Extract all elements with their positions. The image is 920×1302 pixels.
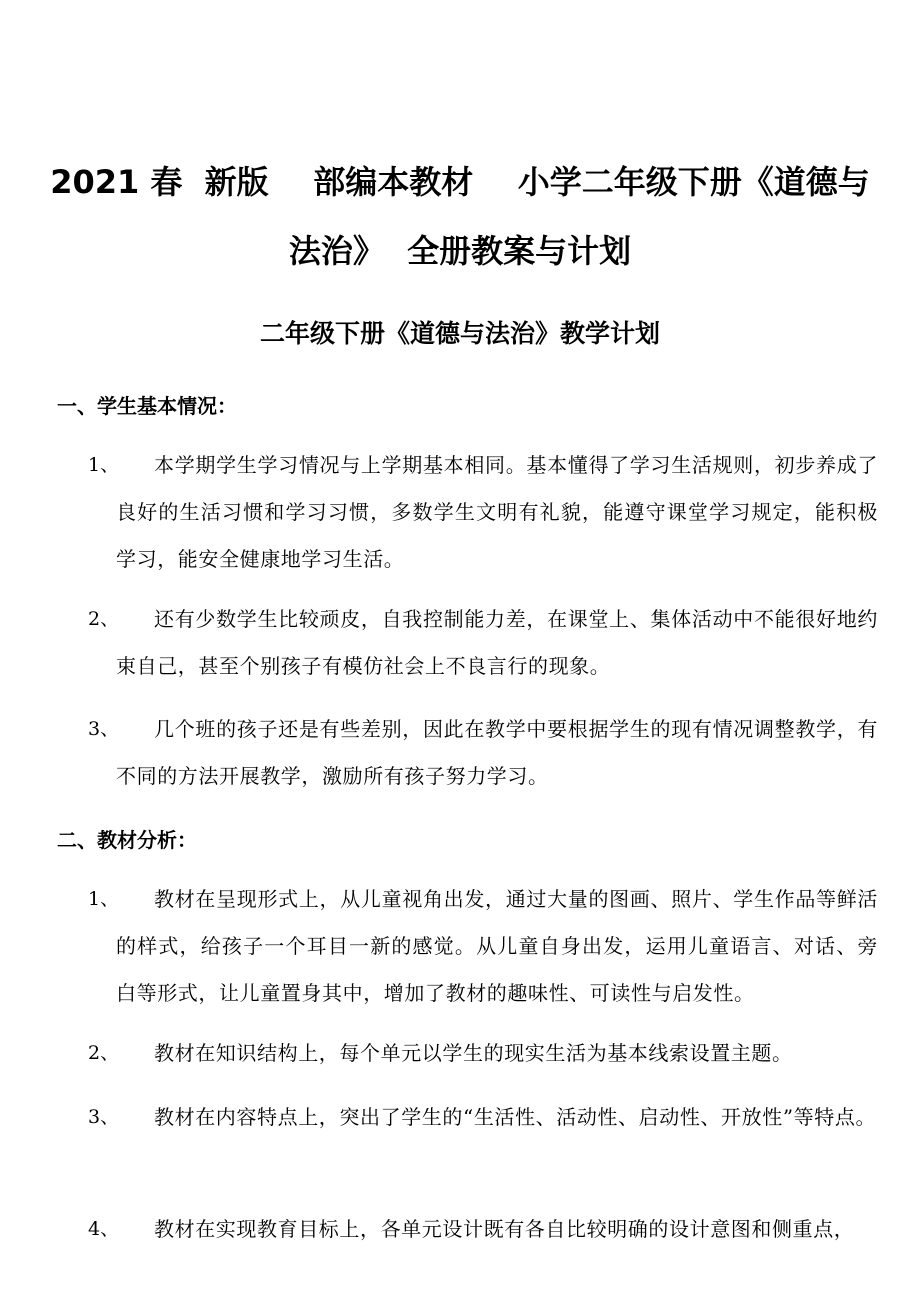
list-item — [88, 596, 878, 690]
list-item-text: 教材在呈现形式上，从儿童视角出发，通过大量的图画、照片、学生作品等鲜活的样式，给孩子一个耳目一新的感觉。从儿童自身出发，运用儿童语言、对话、旁白等形式，让儿童置身其中，增加了教材的趣味性、可读性与启发性。 — [116, 887, 878, 1005]
list-item-text: 本学期学生学习情况与上学期基本相同。基本懂得了学习生活规则，初步养成了良好的生活习惯和学习习惯，多数学生文明有礼貌，能遵守课堂学习规定，能积极学习，能安全健康地学习生活。 — [116, 453, 878, 571]
section-heading-student-situation: 一、学生基本情况： — [57, 394, 237, 418]
list-item-text: 教材在知识结构上，每个单元以学生的现实生活为基本线索设置主题。 — [154, 1041, 793, 1065]
document-title-line2: 法治》 全册教案与计划 — [288, 232, 632, 270]
list-item — [88, 876, 878, 1017]
list-item — [88, 706, 878, 800]
list-item-text: 教材在内容特点上，突出了学生的“生活性、活动性、启动性、开放性”等特点。 — [154, 1105, 877, 1129]
list-item — [88, 442, 878, 583]
list-item-number: 1、 — [88, 454, 120, 476]
list-item-number: 2、 — [88, 1042, 120, 1064]
section-heading-textbook-analysis: 二、教材分析： — [57, 828, 197, 852]
document-title-line1: 2021 春 新版 部编本教材 小学二年级下册《道德与 — [50, 163, 870, 201]
list-item-text: 几个班的孩子还是有些差别，因此在教学中要根据学生的现有情况调整教学，有不同的方法开展教学，激励所有孩子努力学习。 — [116, 717, 878, 788]
list-item-number: 2、 — [88, 608, 120, 630]
list-item-number: 3、 — [88, 1106, 120, 1128]
list-item-text: 还有少数学生比较顽皮，自我控制能力差，在课堂上、集体活动中不能很好地约束自己，甚至个别孩子有模仿社会上不良言行的现象。 — [116, 607, 878, 678]
list-item-number: 4、 — [88, 1218, 120, 1240]
list-item-number: 1、 — [88, 888, 120, 910]
list-item-text: 教材在实现教育目标上，各单元设计既有各自比较明确的设计意图和侧重点， — [154, 1217, 855, 1241]
list-item — [88, 1206, 878, 1253]
list-item — [88, 1094, 878, 1141]
plan-subtitle: 二年级下册《道德与法治》教学计划 — [259, 319, 660, 348]
list-item-number: 3、 — [88, 718, 120, 740]
list-item — [88, 1030, 878, 1077]
